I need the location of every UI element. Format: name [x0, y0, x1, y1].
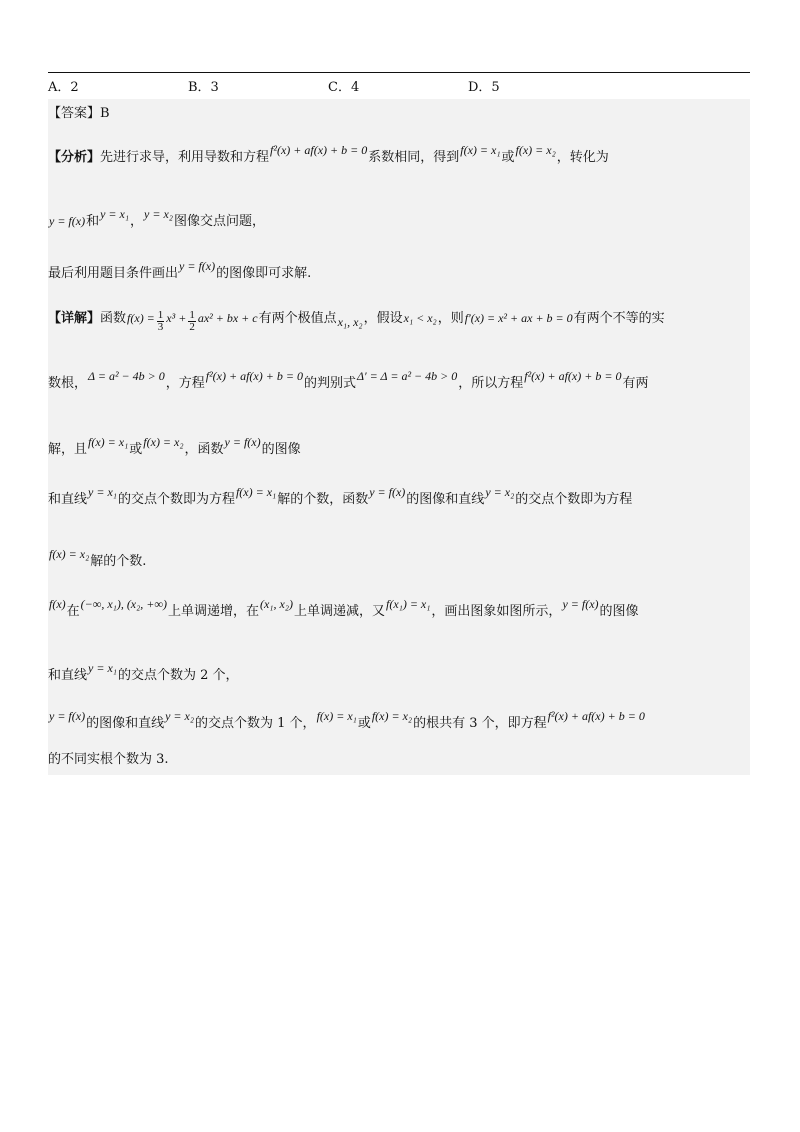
detail-line-9 — [48, 751, 750, 769]
detail-text: 的图像 — [261, 442, 301, 457]
fraction — [188, 310, 196, 333]
solution-block — [48, 99, 750, 775]
fraction-denominator: 2 — [189, 321, 195, 333]
detail-text: 数根， — [48, 376, 88, 391]
detail-line-5 — [48, 545, 750, 571]
detail-text: 和直线 — [48, 492, 88, 507]
math-expression: Δ′ = Δ = a² − 4b > 0 — [356, 369, 458, 383]
math-expression: f(x) = x₂ — [515, 143, 556, 157]
analysis-line-3 — [48, 257, 750, 283]
math-expression: (−∞, x₁), (x₂, +∞) — [80, 597, 167, 611]
detail-line-6 — [48, 595, 750, 621]
detail-text: 的不同实根个数为 3. — [48, 752, 169, 767]
math-expression: y = x₁ — [88, 485, 117, 499]
math-expression: f′(x) = x² + ax + b = 0 — [464, 311, 573, 325]
option-d: D．5 — [468, 80, 500, 95]
detail-text: 的图像 — [599, 604, 639, 619]
analysis-text: 系数相同，得到 — [368, 150, 460, 165]
answer-label: 【答案】B — [48, 106, 110, 121]
math-expression: (x₁, x₂) — [259, 597, 293, 611]
detail-text: 函数 — [100, 311, 127, 326]
answer-line — [48, 105, 750, 123]
detail-text: 有两 — [622, 376, 649, 391]
option-c: C．4 — [328, 80, 360, 95]
analysis-line-1 — [48, 141, 750, 167]
detail-text: ，画出图象如图所示， — [431, 604, 562, 619]
math-expression: y = x₂ — [144, 207, 173, 221]
header-rule — [48, 72, 750, 73]
detail-text: ，则 — [437, 311, 464, 326]
analysis-text: ， — [130, 214, 144, 229]
detail-line-7 — [48, 659, 750, 685]
math-expression: y = f(x) — [179, 259, 216, 273]
detail-text: 的交点个数为 1 个， — [195, 716, 316, 731]
detail-text: 上单调递增，在 — [167, 604, 259, 619]
detail-text: 或 — [357, 716, 371, 731]
math-expression: y = x₁ — [100, 207, 130, 221]
option-b: B．3 — [188, 80, 219, 95]
detail-text: ，所以方程 — [458, 376, 524, 391]
math-expression: f(x) = x₁ — [235, 485, 277, 499]
math-expression: f(x) = x₂ — [143, 435, 184, 449]
math-expression: f(x) = x₂ — [371, 709, 413, 723]
math-expression: f²(x) + af(x) + b = 0 — [270, 143, 368, 157]
fraction — [157, 310, 165, 333]
detail-line-8 — [48, 707, 750, 733]
detail-text: 解，且 — [48, 442, 88, 457]
analysis-text: 的图像即可求解. — [216, 266, 312, 281]
math-expression: f²(x) + af(x) + b = 0 — [524, 369, 622, 383]
answer-options — [48, 76, 750, 96]
detail-line-1 — [48, 309, 750, 333]
detail-text: 在 — [66, 604, 80, 619]
math-expression: y = f(x) — [49, 214, 86, 228]
fraction-numerator: 1 — [157, 309, 164, 321]
analysis-label: 【分析】 — [48, 150, 101, 165]
detail-line-2 — [48, 367, 750, 393]
analysis-text: 图像交点问题， — [173, 214, 265, 229]
fraction-numerator: 1 — [189, 309, 195, 321]
math-expression: y = x₁ — [88, 661, 117, 675]
math-expression: y = f(x) — [562, 597, 599, 611]
math-expression: ax² + bx + c — [197, 311, 258, 325]
analysis-text: 和 — [86, 214, 100, 229]
detail-text: 的交点个数为 2 个， — [117, 668, 239, 683]
detail-text: 或 — [129, 442, 143, 457]
math-expression: Δ = a² − 4b > 0 — [88, 369, 165, 383]
analysis-line-2 — [48, 205, 750, 231]
math-expression: y = f(x) — [369, 485, 406, 499]
math-expression: f(x) = x₂ — [49, 547, 90, 561]
analysis-text: 或 — [501, 150, 515, 165]
detail-text: 有两个不等的实 — [573, 311, 665, 326]
analysis-text: 最后利用题目条件画出 — [48, 266, 179, 281]
math-expression: f(x) — [49, 597, 66, 611]
detail-text: 解的个数. — [90, 554, 147, 569]
math-expression: f(x) = x₁ — [460, 143, 501, 157]
fraction-denominator: 3 — [157, 321, 164, 333]
math-expression: f²(x) + af(x) + b = 0 — [547, 709, 645, 723]
math-expression: x₁ < x₂ — [403, 311, 437, 325]
detail-text: 的交点个数即为方程 — [515, 492, 633, 507]
detail-text: 的图像和直线 — [86, 716, 165, 731]
math-expression: f(x) = x₁ — [316, 709, 357, 723]
detail-line-4 — [48, 483, 750, 509]
detail-text: 的图像和直线 — [406, 492, 485, 507]
math-expression: x³ + — [166, 311, 187, 325]
option-a: A．2 — [48, 80, 79, 95]
detail-text: ，假设 — [363, 311, 403, 326]
math-expression: y = f(x) — [224, 435, 261, 449]
detail-text: 的交点个数即为方程 — [117, 492, 235, 507]
math-expression: y = f(x) — [49, 709, 86, 723]
detail-text: 和直线 — [48, 668, 88, 683]
analysis-text: 先进行求导，利用导数和方程 — [100, 150, 270, 165]
detail-text: 解的个数，函数 — [277, 492, 369, 507]
detail-text: ，方程 — [165, 376, 205, 391]
detail-text: 上单调递减，又 — [293, 604, 385, 619]
math-expression: f²(x) + af(x) + b = 0 — [205, 369, 303, 383]
math-expression: f(x) = — [127, 311, 155, 325]
detail-text: 的判别式 — [303, 376, 356, 391]
detail-line-3 — [48, 433, 750, 459]
detail-label: 【详解】 — [48, 311, 101, 326]
analysis-text: ，转化为 — [556, 150, 609, 165]
math-expression: y = x₂ — [165, 709, 195, 723]
math-expression: f(x₁) = x₁ — [386, 597, 431, 611]
math-expression: x₁, x₂ — [337, 315, 363, 329]
math-expression: y = x₂ — [485, 485, 515, 499]
detail-text: 的根共有 3 个，即方程 — [413, 716, 547, 731]
detail-text: ，函数 — [184, 442, 224, 457]
detail-text: 有两个极值点 — [258, 311, 337, 326]
math-expression: f(x) = x₁ — [88, 435, 129, 449]
